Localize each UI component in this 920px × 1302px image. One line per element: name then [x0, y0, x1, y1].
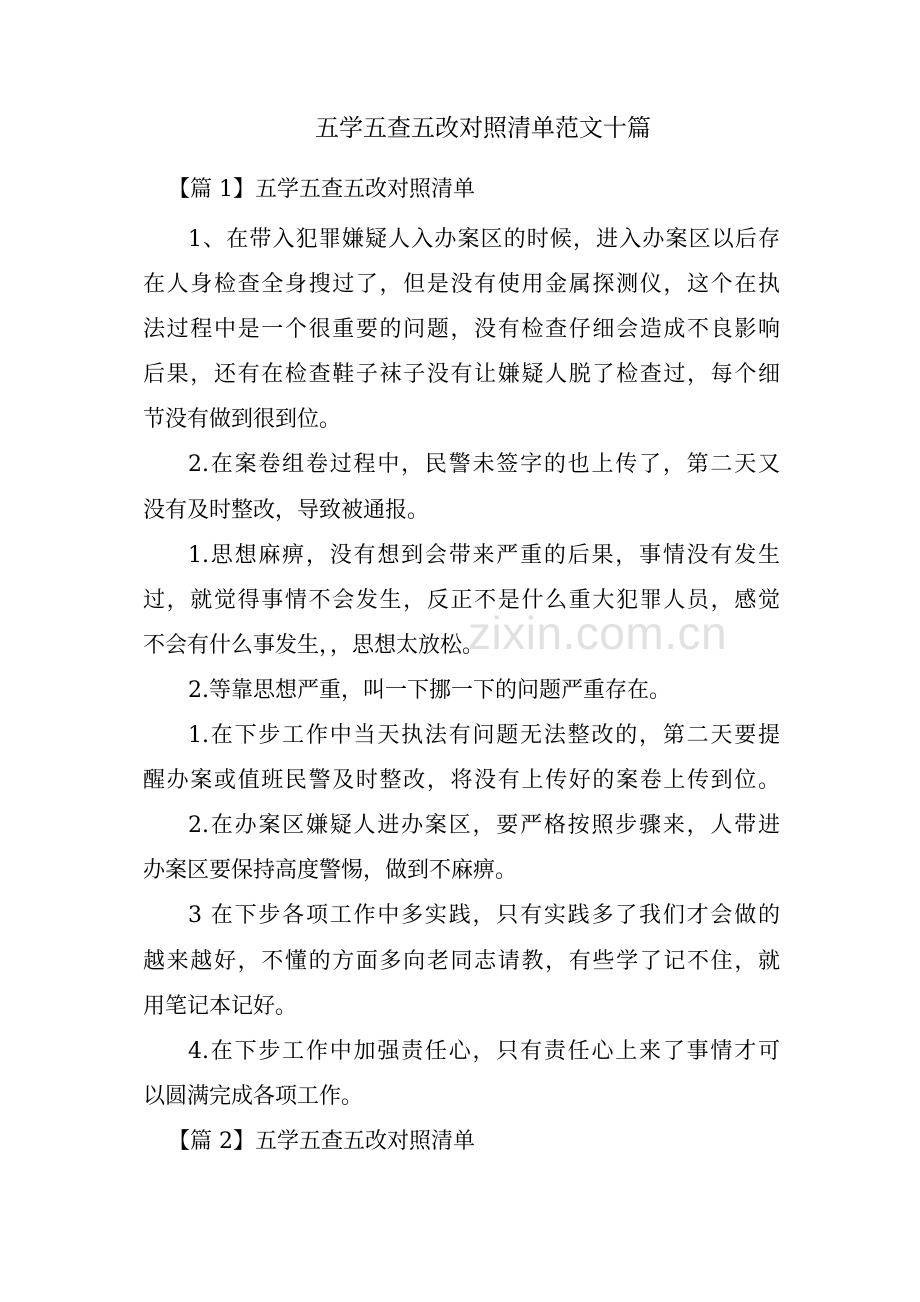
paragraph-line: 办案区要保持高度警惕，做到不麻痹。 [143, 858, 518, 884]
paragraph [143, 533, 780, 668]
paragraph [143, 713, 780, 803]
paragraph-line: 1、在带入犯罪嫌疑人入办案区的时候，进入办案区以后存 [188, 227, 780, 252]
paragraph [143, 217, 780, 442]
paragraph-line: 后果，还有在检查鞋子袜子没有让嫌疑人脱了检查过，每个细 [143, 362, 780, 388]
paragraph-line: 节没有做到很到位。 [143, 407, 342, 433]
paragraph-line: 法过程中是一个很重要的问题，没有检查仔细会造成不良影响 [143, 317, 780, 343]
paragraph-line: 用笔记本记好。 [143, 993, 298, 1019]
paragraph-line: 1.在下步工作中当天执法有问题无法整改的，第二天要提 [188, 723, 780, 749]
paragraph-line: 过，就觉得事情不会发生，反正不是什么重大犯罪人员，感觉 [143, 587, 780, 613]
paragraph [143, 442, 780, 532]
paragraph-line: 在人身检查全身搜过了，但是没有使用金属探测仪，这个在执 [143, 272, 780, 298]
paragraph-line: 越来越好，不懂的方面多向老同志请教，有些学了记不住，就 [143, 948, 780, 974]
section-heading-2: 【篇 2】五学五查五改对照清单 [168, 1128, 475, 1154]
document-body [143, 167, 780, 1164]
paragraph [143, 1029, 780, 1119]
document-title: 五学五查五改对照清单范文十篇 [315, 114, 651, 142]
paragraph-line: 2.在案卷组卷过程中，民警未签字的也上传了，第二天又 [188, 452, 780, 478]
paragraph-line: 以圆满完成各项工作。 [143, 1083, 364, 1109]
paragraph [143, 803, 780, 893]
paragraph-line: 4.在下步工作中加强责任心，只有责任心上来了事情才可 [188, 1038, 780, 1064]
paragraph [143, 668, 780, 713]
section-heading-1: 【篇 1】五学五查五改对照清单 [168, 177, 475, 202]
paragraph-line: 2.等靠思想严重，叫一下挪一下的问题严重存在。 [188, 677, 671, 703]
paragraph-line: 醒办案或值班民警及时整改，将没有上传好的案卷上传到位。 [143, 768, 780, 794]
watermark: zixin.com.cn [468, 607, 728, 659]
paragraph-line: 不会有什么事发生，，思想太放松。 [143, 632, 485, 658]
paragraph-line: 2.在办案区嫌疑人进办案区，要严格按照步骤来，人带进 [188, 813, 780, 839]
paragraph-line: 1.思想麻痹，没有想到会带来严重的后果，事情没有发生 [188, 542, 780, 568]
paragraph-line: 没有及时整改，导致被通报。 [143, 497, 430, 523]
paragraph [143, 893, 780, 1028]
paragraph-line: 3 在下步各项工作中多实践，只有实践多了我们才会做的 [188, 903, 780, 929]
